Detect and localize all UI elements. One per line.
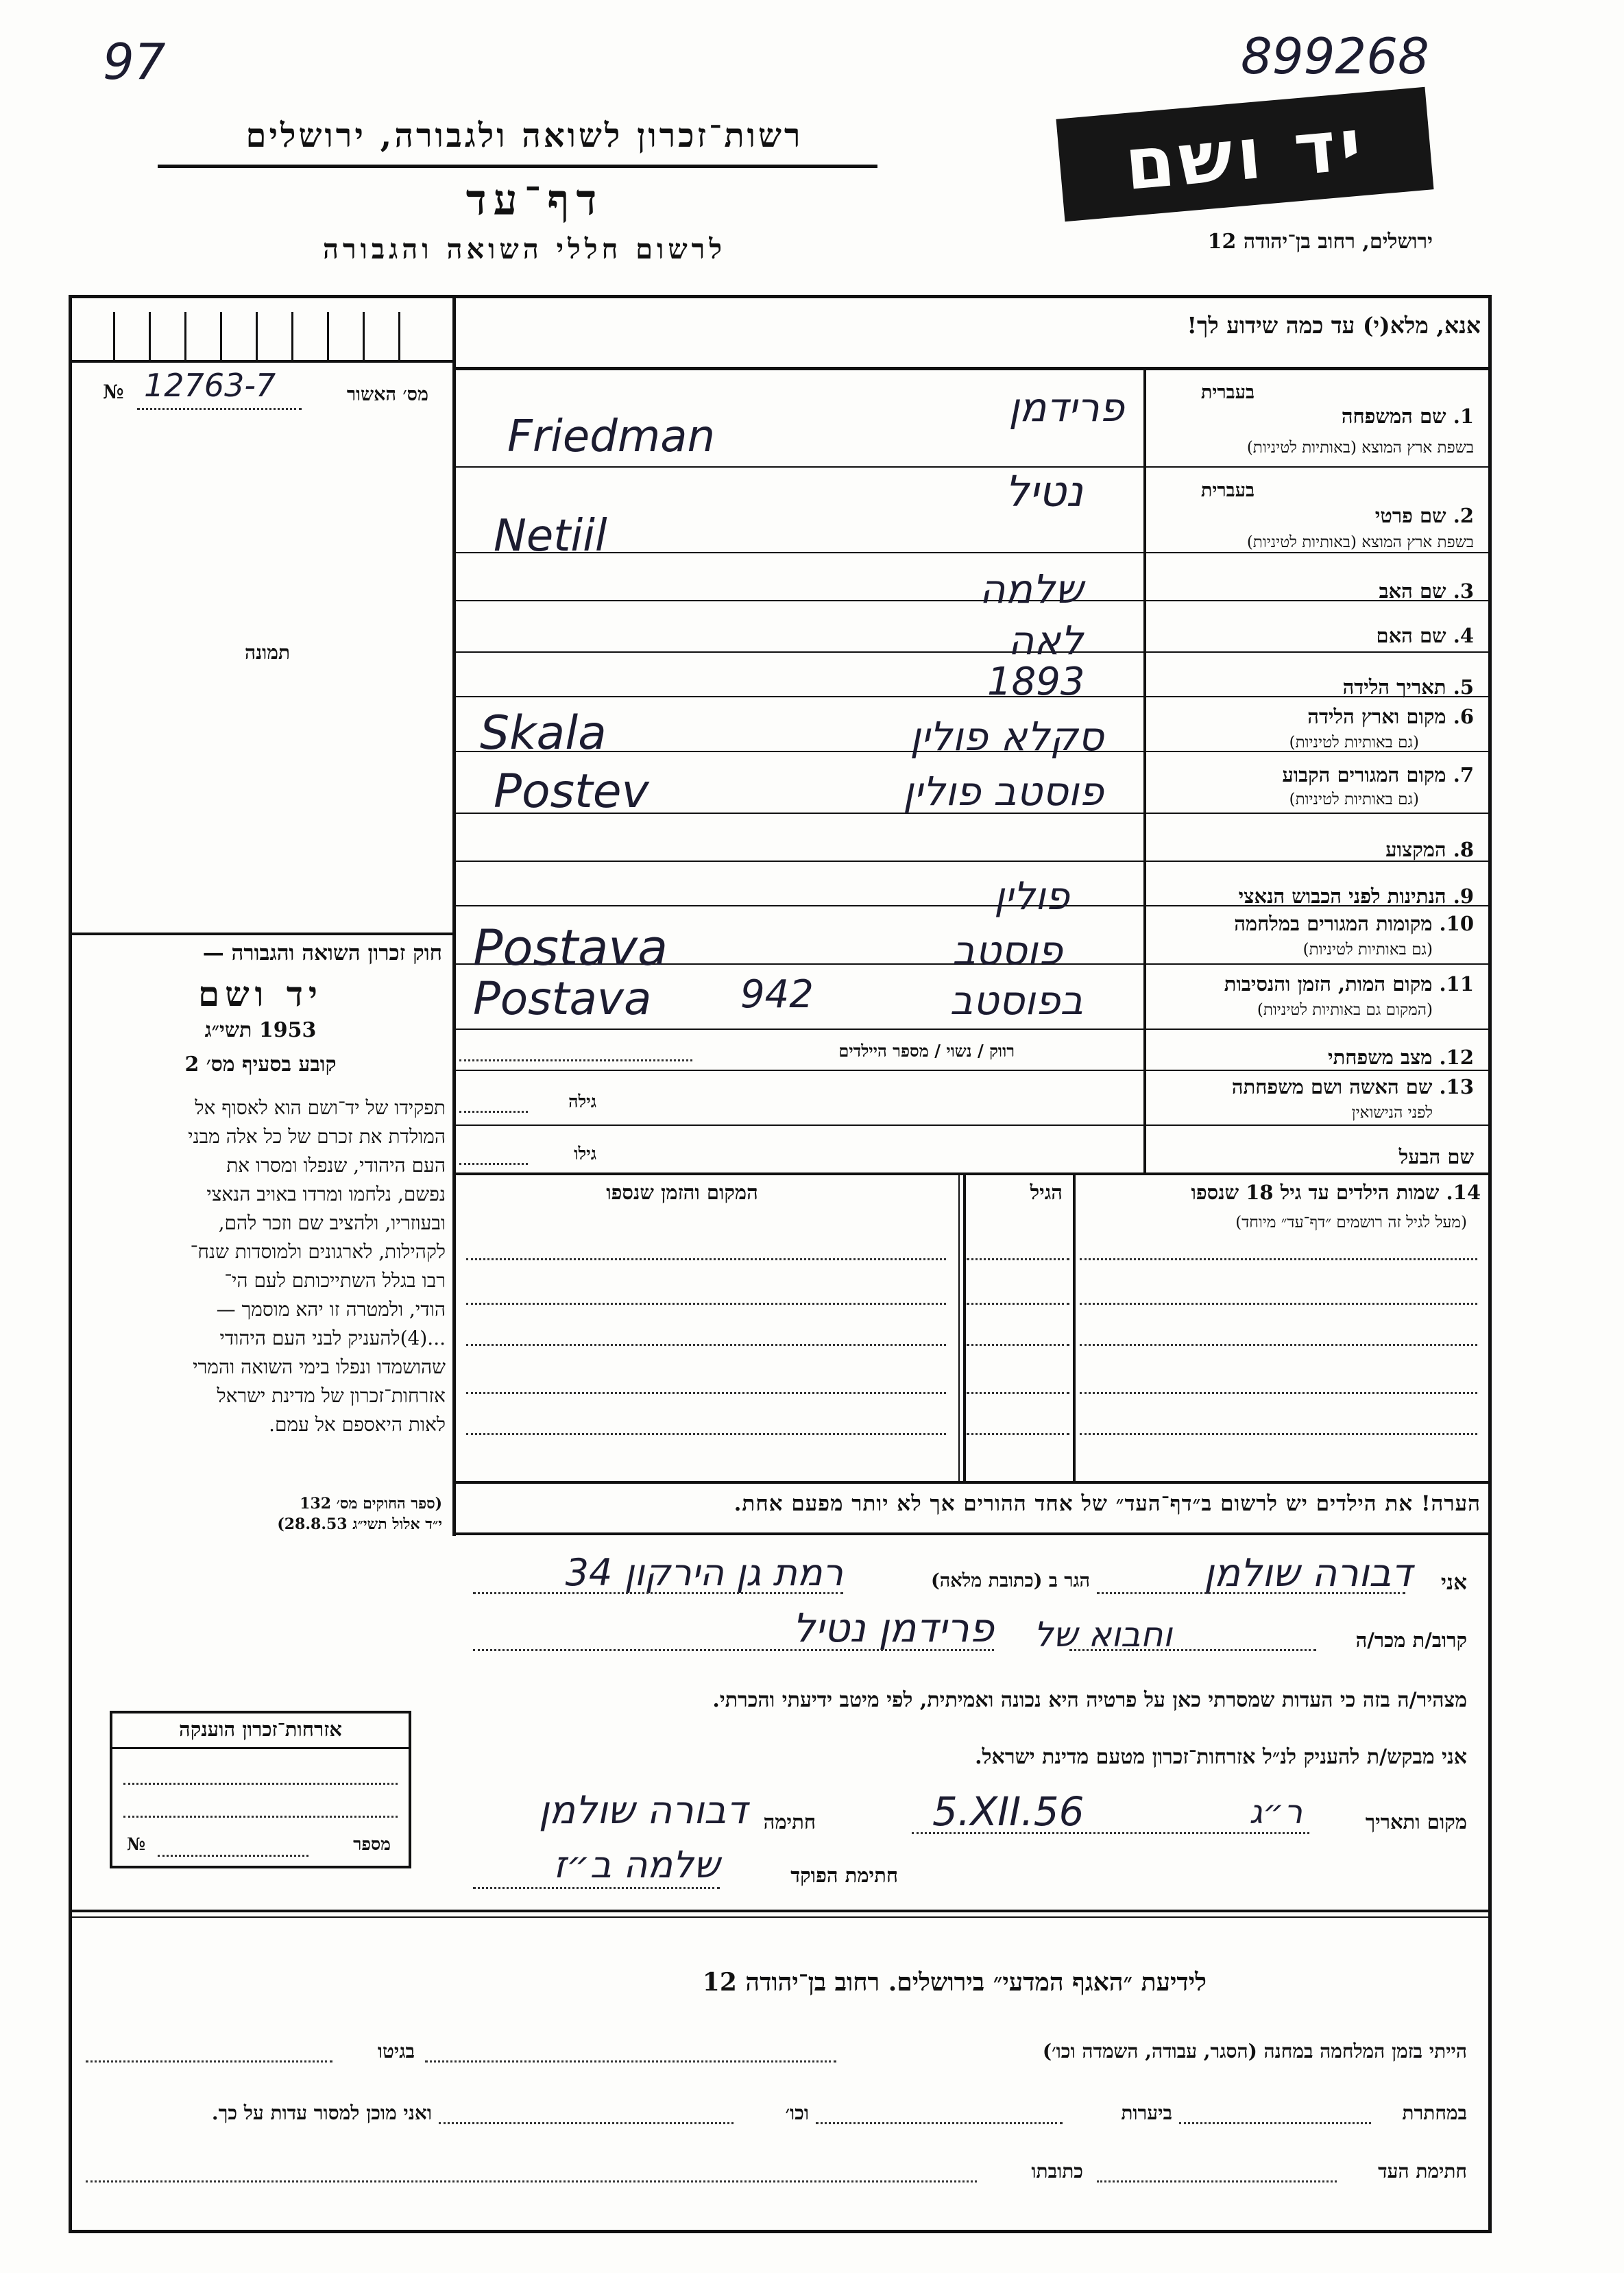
field-8-label: 8. המקצוע bbox=[1385, 838, 1474, 861]
field-12-options: רווק / נשוי / מספר היילדים bbox=[838, 1041, 1015, 1061]
field-11-label: 11. מקום המות, הזמן והנסיבות bbox=[1224, 972, 1474, 996]
children-col-age: הגיל bbox=[1030, 1181, 1063, 1204]
field-12-label: 12. מצב משפחתי bbox=[1328, 1046, 1474, 1069]
field-13b-age-line bbox=[459, 1163, 528, 1165]
decl-signature-label: חתימה bbox=[763, 1810, 816, 1833]
value-9: פולין bbox=[994, 874, 1069, 919]
decl-relation-of: פרידמן נטיל bbox=[792, 1604, 994, 1651]
children-row-line bbox=[967, 1303, 1069, 1305]
children-row-line bbox=[466, 1433, 946, 1435]
decl-i-line bbox=[1097, 1592, 1405, 1594]
citizenship-title-line bbox=[110, 1747, 411, 1749]
label-column-divider bbox=[1143, 370, 1146, 1172]
bottom-line2-c-dots bbox=[439, 2122, 734, 2124]
field-14-label: 14. שמות הילדים עד גיל 18 שנספו bbox=[1191, 1181, 1481, 1204]
field-9-label: 9. הנתינות לפני הכבוש הנאצי bbox=[1238, 885, 1474, 908]
approval-label: מס׳ האשור bbox=[346, 384, 428, 405]
children-row-line bbox=[967, 1433, 1069, 1435]
children-col-divider-2 bbox=[963, 1174, 966, 1482]
field-1-sub: בשפת ארץ המוצא (באותיות לטיניות) bbox=[1246, 439, 1474, 457]
law-text-line: רבו בגלל השתייכותם לעם הי־ bbox=[224, 1269, 446, 1292]
bottom-section-line-2 bbox=[72, 1916, 1488, 1918]
children-row-line bbox=[967, 1344, 1069, 1346]
yad-vashem-logo: יד ושם bbox=[1056, 87, 1433, 221]
approval-ticks bbox=[113, 312, 428, 360]
field-2-tag: בעברית bbox=[1200, 480, 1255, 501]
children-row-line bbox=[967, 1392, 1069, 1394]
field-13-age-line bbox=[459, 1111, 528, 1113]
value-6-latin: Skala bbox=[480, 706, 607, 760]
children-col-divider-3 bbox=[958, 1174, 960, 1482]
law-text-line: העם היהודי, שנפלו ומסרו את bbox=[226, 1154, 446, 1177]
field-7-sub: (גם באותיות לטיניות) bbox=[1289, 791, 1419, 808]
decl-resides-label: הגר ב (כתובת מלאה) bbox=[930, 1570, 1090, 1591]
law-text-line: לאות היאספם אל עמם. bbox=[269, 1413, 446, 1436]
law-text-line: המולדת את זכרם של כל אלה מבני bbox=[188, 1125, 446, 1148]
photo-label: תמונה bbox=[244, 641, 291, 664]
children-row-line bbox=[967, 1258, 1069, 1260]
law-text-line: הודי, ולמטרה זו יהא מוסמך — bbox=[216, 1298, 446, 1321]
bottom-line3-witness: חתימת העד bbox=[1378, 2160, 1467, 2182]
field-14-sub: (מעל לגיל זה רושמים ״דף־עד״ מיוחד) bbox=[1235, 1214, 1467, 1231]
decl-i-label: אני bbox=[1440, 1570, 1467, 1595]
law-text-line: שהושמדו ונפלו בימי השואה והמרי bbox=[193, 1356, 446, 1378]
bottom-line1-ghetto-dots bbox=[86, 2060, 332, 2062]
decl-relative-label: קרוב/ת מכר/ה bbox=[1355, 1628, 1467, 1652]
field-11-sub: (המקום גם באותיות לטיניות) bbox=[1257, 1001, 1433, 1019]
bottom-line3-witness-dots bbox=[1097, 2180, 1337, 2182]
field-1-tag: בעברית bbox=[1200, 382, 1255, 403]
bottom-line1-camp-dots bbox=[425, 2060, 836, 2062]
value-1-latin: Friedman bbox=[507, 411, 716, 462]
law-name: יד ושם bbox=[198, 974, 323, 1014]
value-1-hebrew: פרידמן bbox=[1008, 384, 1124, 431]
value-5: 1893 bbox=[987, 660, 1085, 704]
children-row-line bbox=[1080, 1258, 1477, 1260]
value-7-latin: Postev bbox=[494, 765, 649, 819]
decl-place: ר״ג bbox=[1249, 1793, 1302, 1831]
bottom-line1-camp: הייתי בזמן המלחמה במחנה (הסגר, עבודה, השמדה וכו׳) bbox=[1042, 2040, 1467, 2062]
note: הערה! את הילדים יש לרשום ב״דף־העד״ של אחד ההורים אך לא יותר מפעם אחת. bbox=[734, 1491, 1481, 1516]
doc-title: דף־עד bbox=[465, 175, 604, 225]
children-row-line bbox=[466, 1344, 946, 1346]
bottom-line2-underground: במחתרת bbox=[1402, 2102, 1467, 2124]
law-text-line: נפשם, נלחמו ומרדו באויב הנאצי bbox=[206, 1183, 446, 1205]
decl-statement: מצהיר/ה בזה כי העדות שמסרתי כאן על פרטיה היא נכונה ואמיתית, לפי מיטב ידיעתי והכרתי. bbox=[712, 1688, 1467, 1712]
instruction: אנא, מלא(י) עד כמה שידוע לך! bbox=[1187, 312, 1481, 339]
citizenship-no-symbol: № bbox=[127, 1834, 146, 1854]
bottom-line3-address-dots bbox=[86, 2180, 977, 2182]
field-2-label: 2. שם פרטי bbox=[1374, 504, 1474, 527]
citizenship-title: אזרחות־זכרון הוענקה bbox=[179, 1718, 342, 1741]
bottom-line2-a-dots bbox=[1179, 2122, 1371, 2124]
value-11-hebrew: בפוסטב bbox=[949, 977, 1083, 1024]
field-4-label: 4. שם האם bbox=[1376, 624, 1474, 647]
field-5-label: 5. תאריך הלידה bbox=[1342, 675, 1474, 699]
approval-divider bbox=[72, 360, 452, 363]
value-4: לאה bbox=[1008, 617, 1083, 664]
children-col-place: המקום והזמן שנספו bbox=[606, 1181, 758, 1204]
decl-i-name: דבורה שולמן bbox=[1203, 1551, 1412, 1596]
decl-officer-line bbox=[473, 1887, 720, 1889]
subtitle: לרשום חללי השואה והגבורה bbox=[322, 233, 727, 265]
decl-address-line bbox=[473, 1592, 843, 1594]
children-row-line bbox=[466, 1392, 946, 1394]
row-separator bbox=[456, 1029, 1488, 1030]
value-10-latin: Postava bbox=[473, 919, 668, 976]
approval-number: 12763-7 bbox=[144, 367, 276, 404]
bottom-line2-etc: וכו׳ bbox=[785, 2102, 809, 2124]
citizenship-num-line bbox=[158, 1855, 308, 1857]
law-text-line: אזרחות־זכרון של מדינת ישראל bbox=[217, 1384, 446, 1407]
note-top-line bbox=[456, 1481, 1488, 1484]
bottom-line2-b-dots bbox=[816, 2122, 1063, 2124]
decl-officer-label: חתימת הפוקד bbox=[790, 1864, 898, 1887]
law-top-line bbox=[72, 933, 452, 935]
children-row-line bbox=[466, 1258, 946, 1260]
decl-officer-sign: שלמה ב״ז bbox=[553, 1843, 720, 1886]
bottom-line3-address: כתובתו bbox=[1031, 2160, 1083, 2182]
children-col-divider-1 bbox=[1073, 1174, 1076, 1482]
law-text-line: תפקידו של יד־ושם הוא לאסוף אל bbox=[195, 1096, 446, 1119]
row-separator bbox=[456, 1125, 1488, 1126]
citizenship-line-2 bbox=[123, 1816, 398, 1818]
decl-date: 5.XII.56 bbox=[932, 1788, 1084, 1835]
approval-dotline bbox=[137, 408, 302, 410]
note-bottom-line bbox=[452, 1532, 1492, 1535]
field-13b-label: שם הבעל bbox=[1398, 1145, 1474, 1168]
decl-relation-of-line bbox=[473, 1649, 994, 1651]
value-7-hebrew: פוסטב פולין bbox=[902, 768, 1104, 815]
law-year: 1953 תשי״ג bbox=[204, 1018, 317, 1042]
row-separator bbox=[456, 552, 1488, 553]
value-2-hebrew: נטיל bbox=[1004, 466, 1083, 516]
org-underline bbox=[158, 165, 877, 168]
law-text-line: ובעוזריו, ולהציב שם וזכר להם, bbox=[218, 1212, 446, 1234]
law-clause: קובע בסעיף מס׳ 2 bbox=[184, 1053, 337, 1077]
row-separator bbox=[456, 1070, 1488, 1071]
field-12-dotline bbox=[459, 1059, 692, 1061]
decl-relation: וחבוא של bbox=[1034, 1615, 1172, 1655]
field-6-sub: (גם באותיות לטיניות) bbox=[1289, 734, 1419, 751]
law-text bbox=[75, 1094, 446, 1439]
value-3: שלמה bbox=[979, 566, 1083, 612]
field-2-sub: בשפת ארץ המוצא (באותיות לטיניות) bbox=[1246, 533, 1474, 551]
field-7-label: 7. מקום המגורים הקבוע bbox=[1282, 763, 1474, 786]
field-10-label: 10. מקומות המגורים במלחמה bbox=[1234, 912, 1474, 935]
bottom-line1-ghetto: בגיטו bbox=[377, 2040, 415, 2062]
children-row-line bbox=[466, 1303, 946, 1305]
value-11-latin: Postava bbox=[473, 972, 652, 1025]
field-3-label: 3. שם האב bbox=[1379, 579, 1474, 603]
children-top-line bbox=[456, 1172, 1488, 1175]
decl-request: אני מבקש/ת להעניק לנ״ל אזרחות־זכרון מטעם מדינת ישראל. bbox=[975, 1745, 1467, 1769]
field-13b-age-label: גילו bbox=[574, 1144, 596, 1164]
children-row-line bbox=[1080, 1433, 1477, 1435]
field-1-label: 1. שם המשפחה bbox=[1341, 405, 1474, 428]
field-10-sub: (גם באותיות לטיניות) bbox=[1302, 941, 1433, 959]
corner-note: 97 bbox=[103, 33, 166, 91]
law-ref-1: (ספר החוקים מס׳ 132 bbox=[300, 1495, 442, 1513]
children-row-line bbox=[1080, 1303, 1477, 1305]
decl-signature: דבורה שולמן bbox=[538, 1788, 747, 1833]
law-ref-2: י״ד אלול תשי״ג 28.8.53) bbox=[277, 1515, 442, 1533]
decl-place-date-label: מקום ותאריך bbox=[1365, 1810, 1467, 1833]
law-text-line: לקהילות, לארגונים ולמוסדות שנח־ bbox=[190, 1240, 446, 1263]
bottom-heading: לידיעת ״האגף המדעי״ בירושלים. רחוב בן־יהודה 12 bbox=[702, 1968, 1207, 1997]
value-10-hebrew: פוסטב bbox=[952, 927, 1063, 974]
law-title: חוק זכרון השואה והגבורה — bbox=[202, 941, 442, 965]
org-name: רשות־זכרון לשואה ולגבורה, ירושלים bbox=[245, 117, 803, 155]
law-text-line: ...(4)להעניק לבני העם היהודי bbox=[219, 1327, 446, 1349]
bottom-section-line-1 bbox=[72, 1910, 1488, 1912]
archive-number: 899268 bbox=[1241, 27, 1429, 85]
field-13-sub: לפני הנישואין bbox=[1351, 1104, 1433, 1122]
decl-address: רמת גן הירקון 34 bbox=[565, 1551, 843, 1594]
instruction-underline bbox=[456, 367, 1488, 370]
value-6-hebrew: סקלא פולין bbox=[910, 713, 1104, 760]
citizenship-line-1 bbox=[123, 1783, 398, 1785]
field-13-age-label: גילה bbox=[568, 1092, 596, 1111]
value-11-year: 942 bbox=[740, 972, 814, 1017]
field-13-label: 13. שם האשה ושם משפחתה bbox=[1231, 1075, 1474, 1098]
field-6-label: 6. מקום וארץ הלידה bbox=[1307, 705, 1474, 728]
value-2-latin: Netiil bbox=[494, 511, 607, 562]
bottom-line2-ready: ואני מוכן למסור עדות על כך. bbox=[211, 2102, 432, 2124]
bottom-line2-forests: ביערות bbox=[1121, 2102, 1172, 2124]
left-column-divider bbox=[452, 298, 456, 1536]
children-row-line bbox=[1080, 1392, 1477, 1394]
children-row-line bbox=[1080, 1344, 1477, 1346]
address: ירושלים, רחוב בן־יהודה 12 bbox=[1207, 230, 1433, 254]
decl-date-line bbox=[912, 1832, 1309, 1834]
approval-no-symbol: № bbox=[103, 381, 124, 403]
citizenship-num-label: מספר bbox=[353, 1834, 391, 1854]
